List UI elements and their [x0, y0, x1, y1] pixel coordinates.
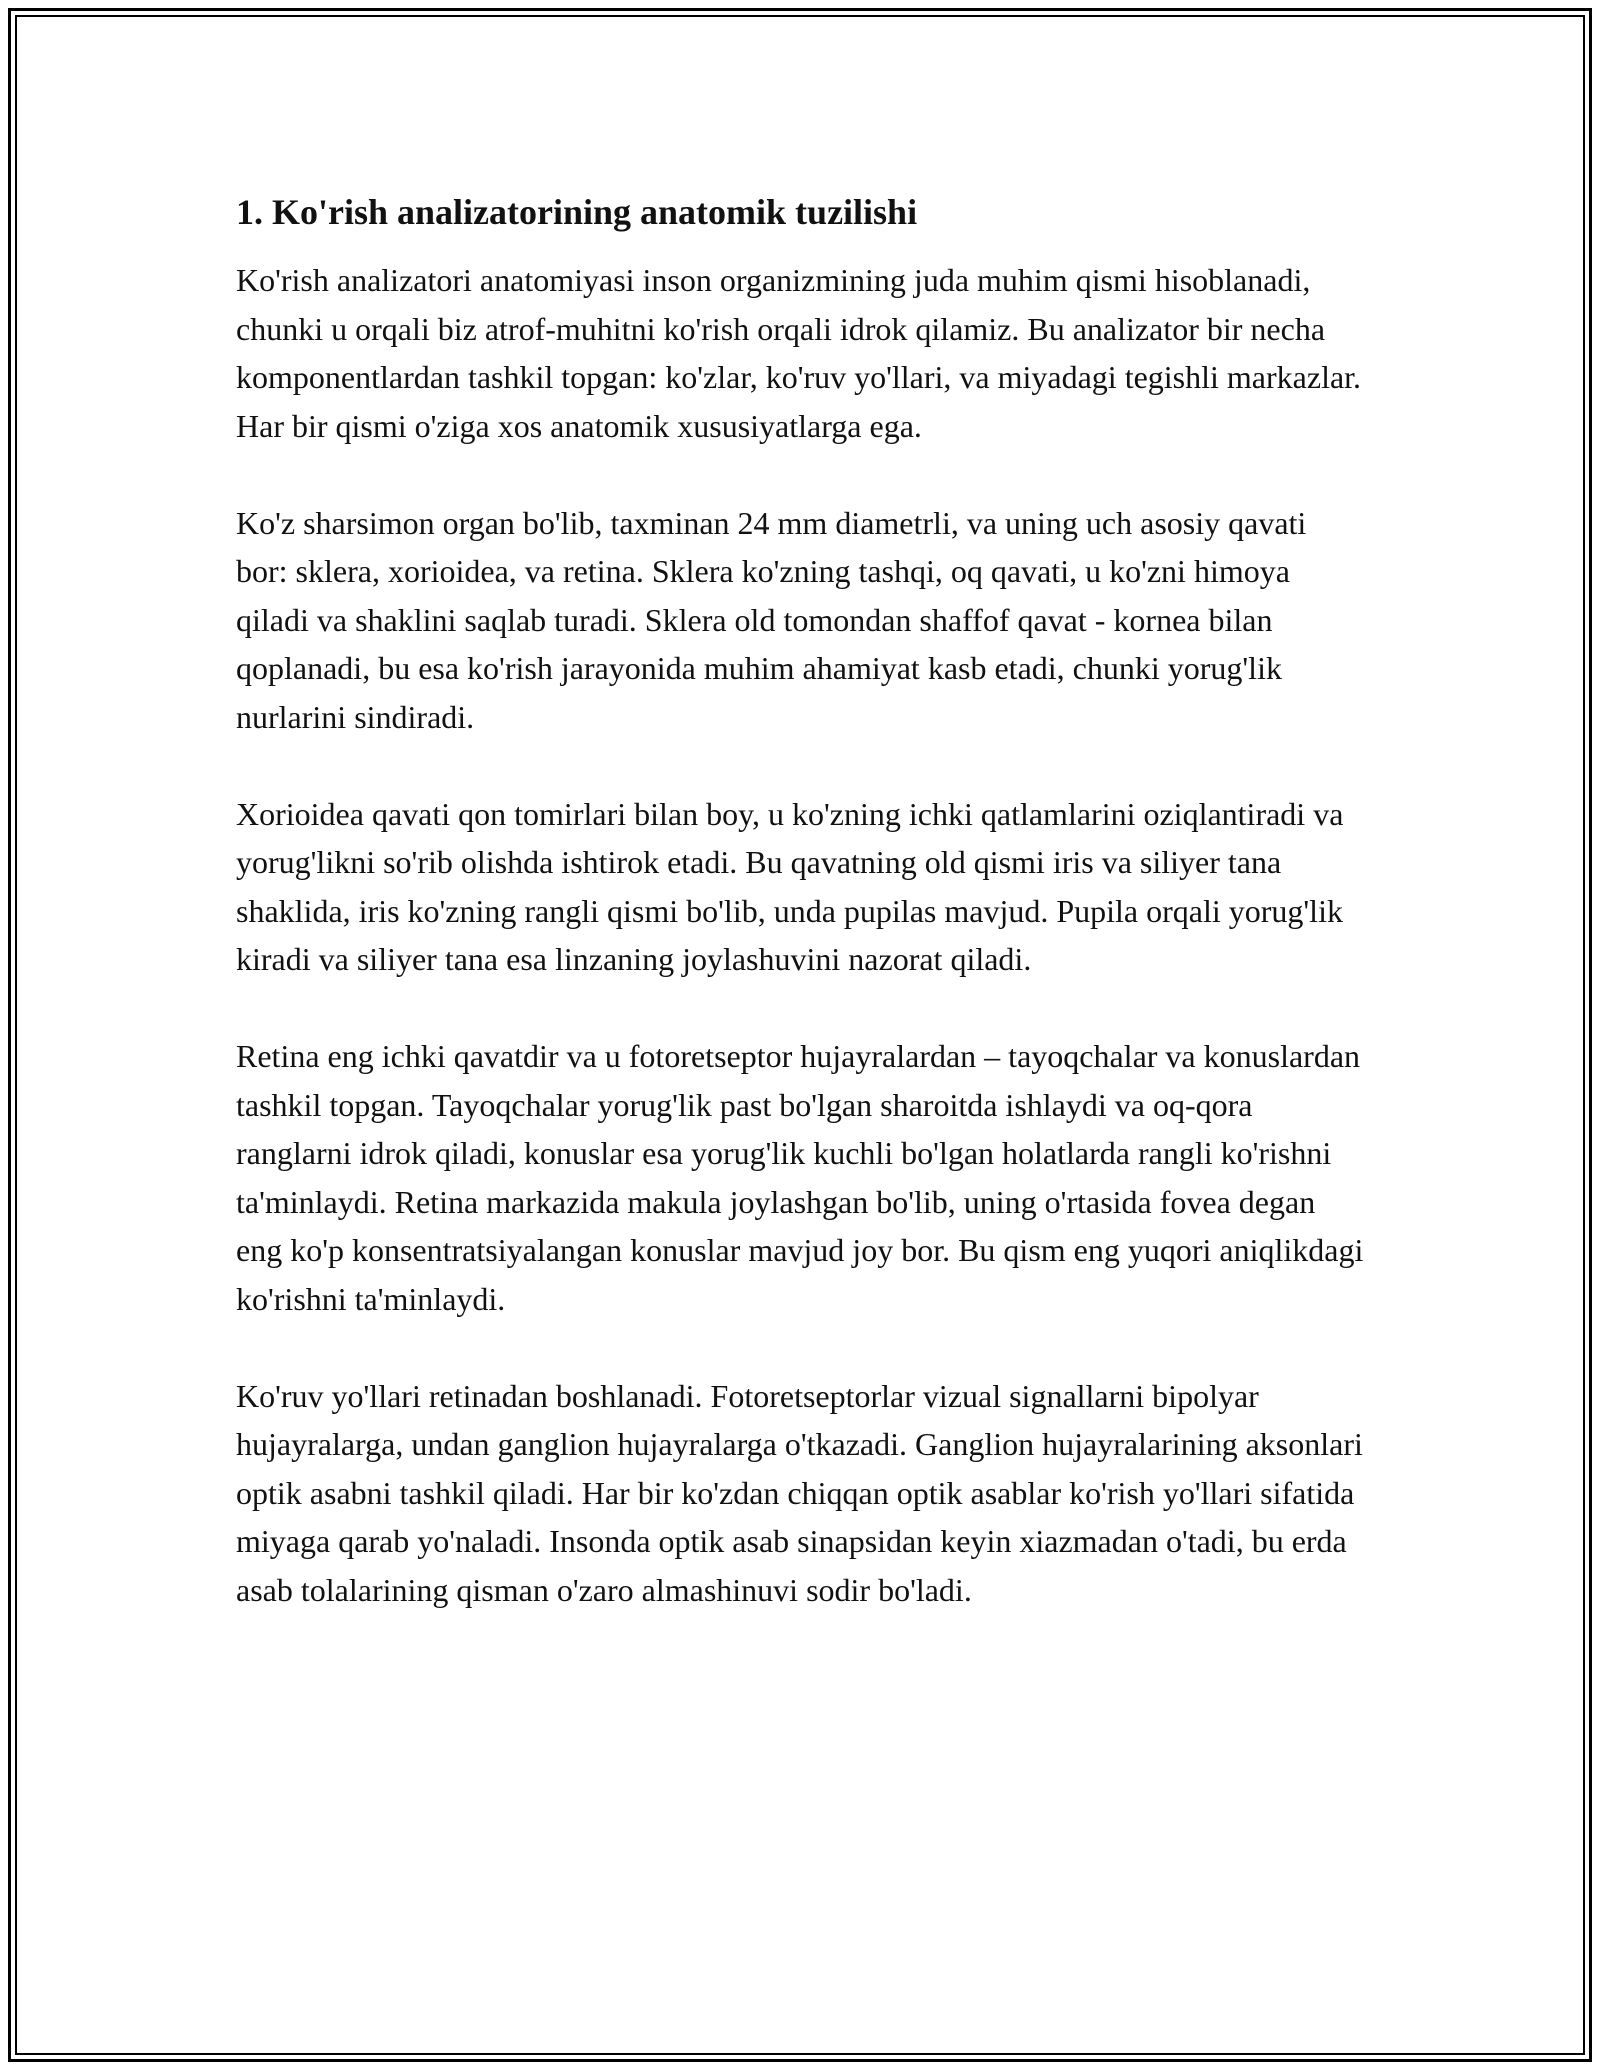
document-body — [236, 188, 1364, 1663]
paragraph-intro: Ko'rish analizatori anatomiyasi inson organizmining juda muhim qismi hisoblanadi, chunki u orqali biz atrof-muhitni ko'rish orqali idrok qilamiz. Bu analizator bir necha komponentlardan tashkil topgan: ko'zlar, ko'ruv yo'llari, va miyadagi tegishli markazlar. Har bir qismi o'ziga xos anatomik xususiyatlarga ega. — [236, 262, 1362, 444]
paragraph-eye-layers: Ko'z sharsimon organ bo'lib, taxminan 24 mm diametrli, va uning uch asosiy qavati bor: sklera, xorioidea, va retina. Sklera ko'zning tashqi, oq qavati, u ko'zni himoya qiladi va shaklini saqlab turadi. Sklera old tomondan shaffof qavat - kornea bilan qoplanadi, bu esa ko'rish jarayonida muhim ahamiyat kasb etadi, chunki yorug'lik nurlarini sindiradi. — [236, 504, 1307, 735]
section-heading: 1. Ko'rish analizatorining anatomik tuzilishi — [236, 192, 918, 232]
paragraph-retina: Retina eng ichki qavatdir va u fotoretseptor hujayralardan – tayoqchalar va konuslardan tashkil topgan. Tayoqchalar yorug'lik past bo'lgan sharoitda ishlaydi va oq-qora ranglarni idrok qiladi, konuslar esa yorug'lik kuchli bo'lgan holatlarda rangli ko'rishni ta'minlaydi. Retina markazida makula joylashgan bo'lib, uning o'rtasida fovea degan eng ko'p konsentratsiyalangan konuslar mavjud joy bor. Bu qism eng yuqori aniqlikdagi ko'rishni ta'minlaydi. — [236, 1038, 1364, 1317]
paragraph-choroid: Xorioidea qavati qon tomirlari bilan boy, u ko'zning ichki qatlamlarini oziqlantiradi va yorug'likni so'rib olishda ishtirok etadi. Bu qavatning old qismi iris va siliyer tana shaklida, iris ko'zning rangli qismi bo'lib, unda pupilas mavjud. Pupila orqali yorug'lik kiradi va siliyer tana esa linzaning joylashuvini nazorat qiladi. — [236, 795, 1344, 977]
paragraph-visual-pathways: Ko'ruv yo'llari retinadan boshlanadi. Fotoretseptorlar vizual signallarni bipolyar hujayralarga, undan ganglion hujayralarga o'tkazadi. Ganglion hujayralarining aksonlari optik asabni tashkil qiladi. Har bir ko'zdan chiqqan optik asablar ko'rish yo'llari sifatida miyaga qarab yo'naladi. Insonda optik asab sinapsidan keyin xiazmadan o'tadi, bu erda asab tolalarining qisman o'zaro almashinuvi sodir bo'ladi. — [236, 1377, 1363, 1608]
